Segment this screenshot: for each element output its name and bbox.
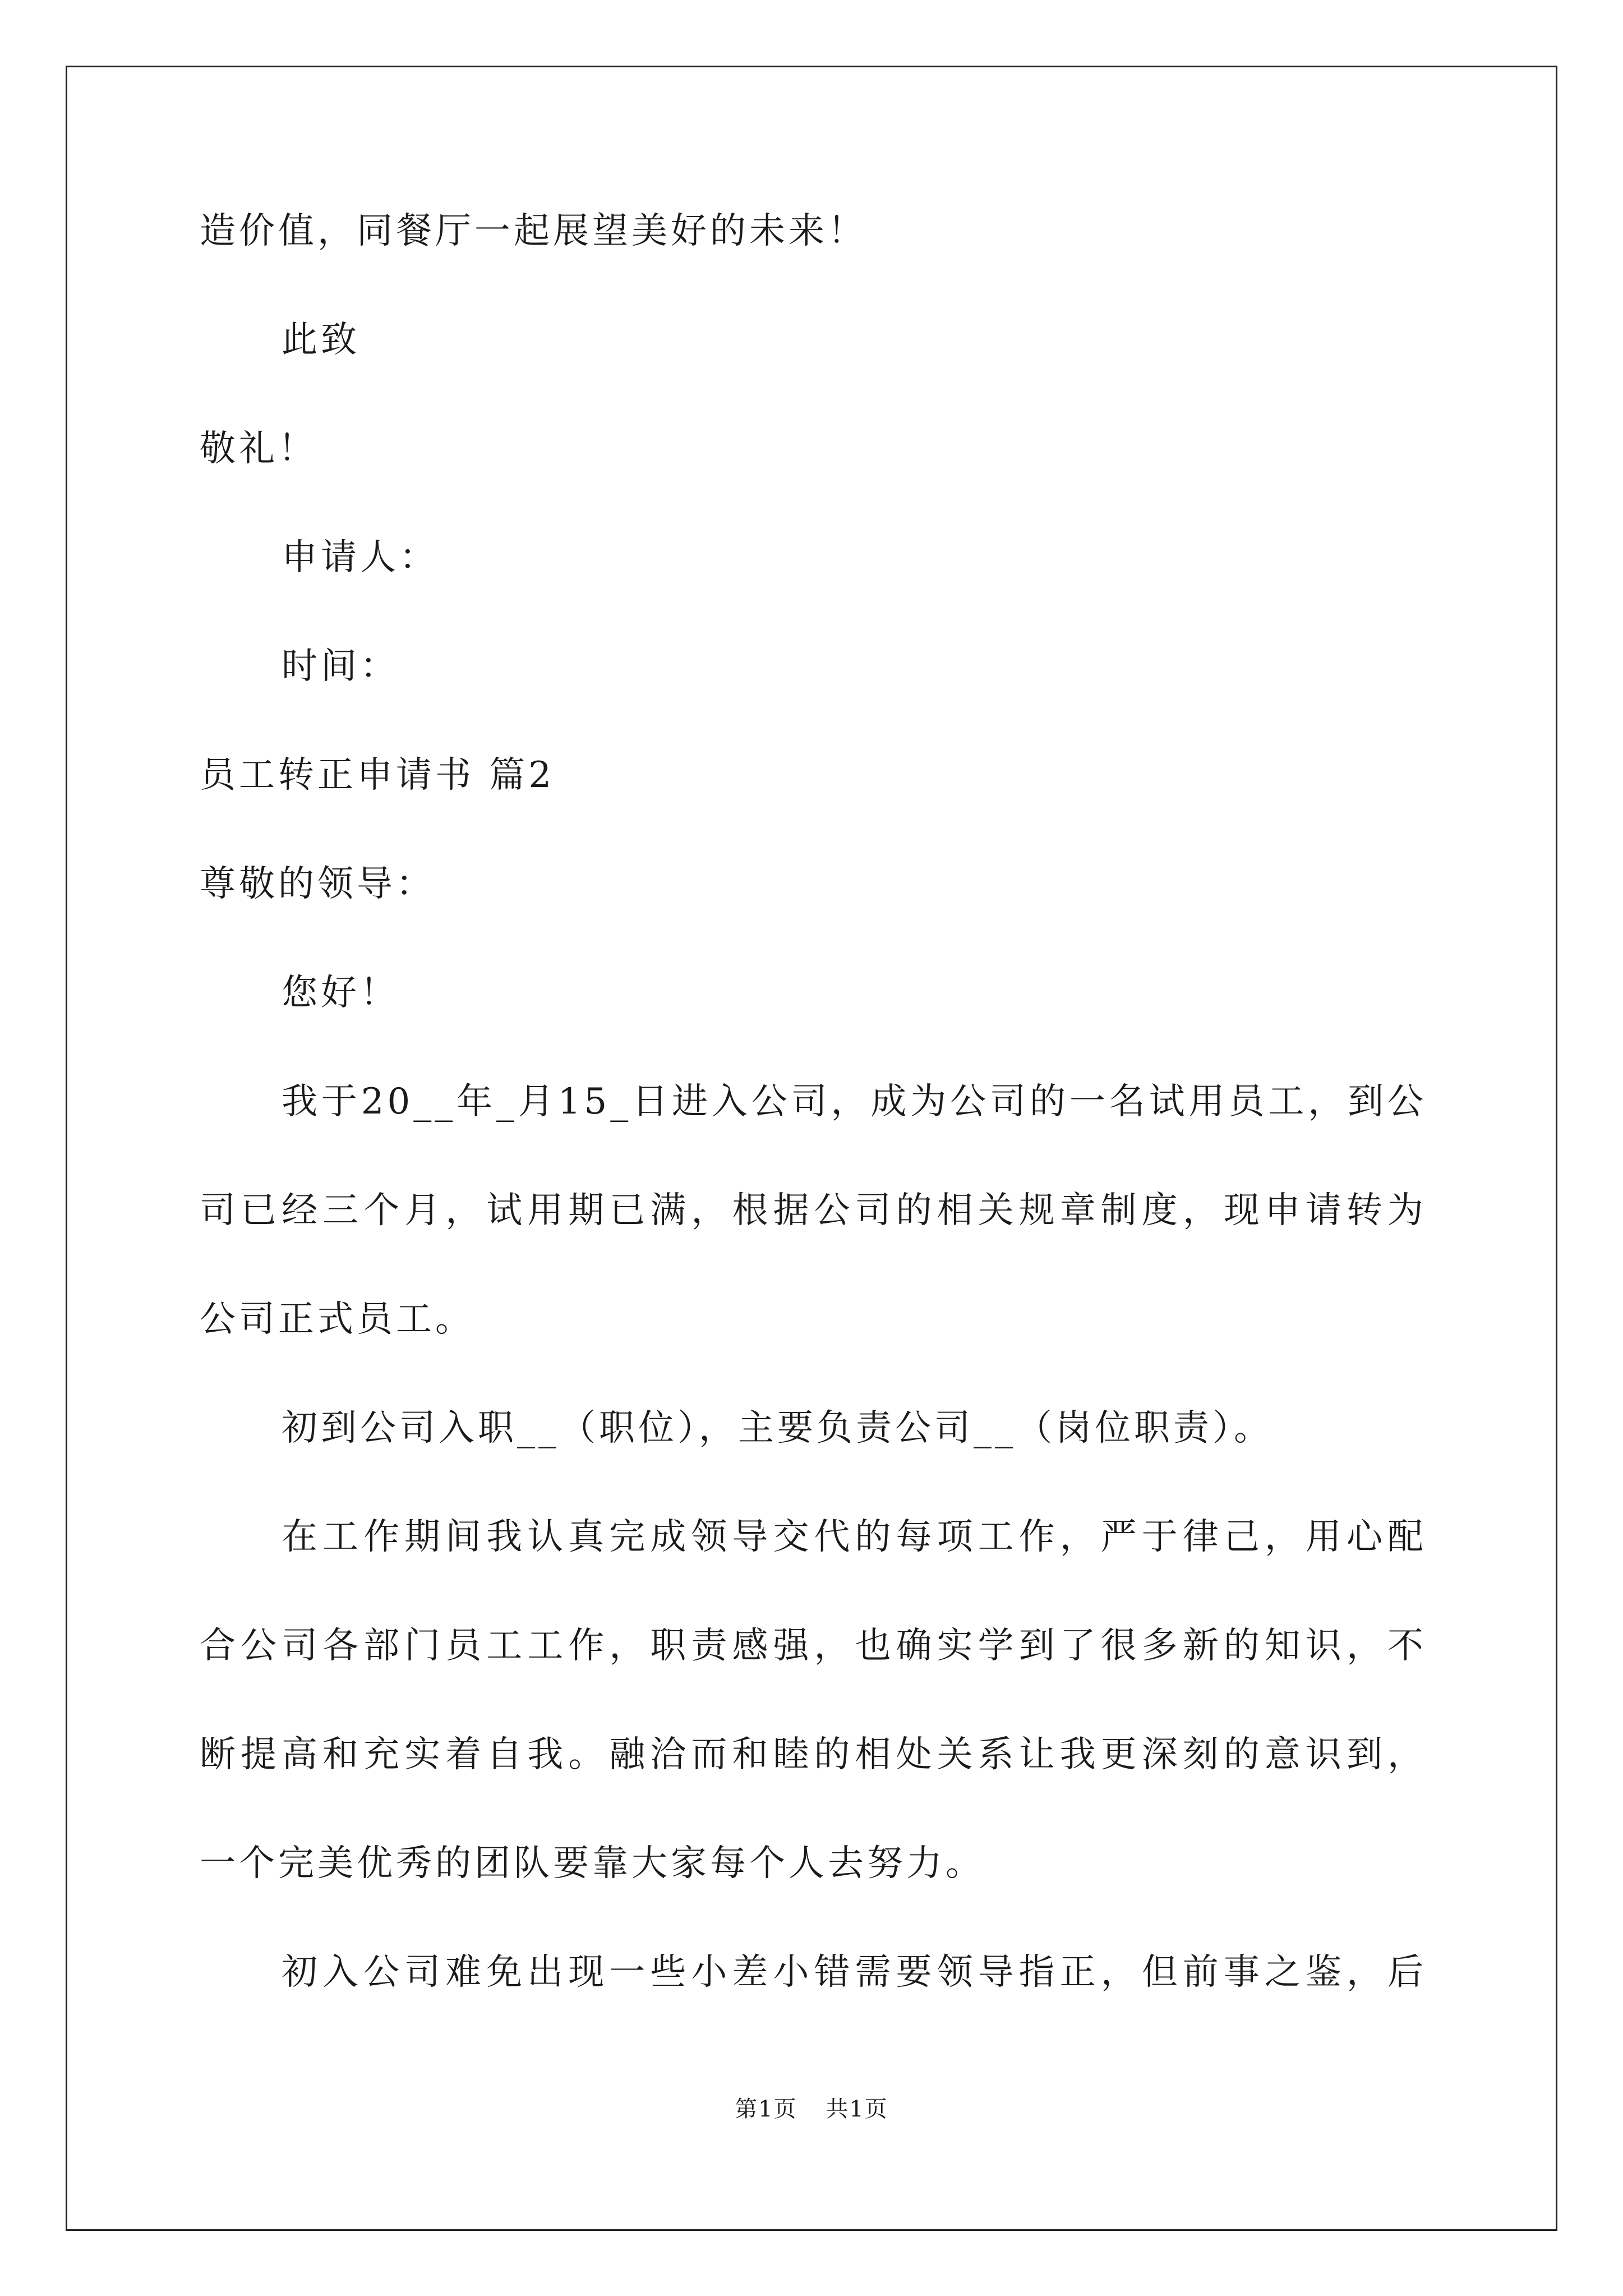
text-line-applicant: 申请人： <box>282 537 439 578</box>
section-heading: 员工转正申请书 篇2 <box>200 754 555 796</box>
text-line-jing-li: 敬礼！ <box>200 428 317 470</box>
page-border <box>66 66 1557 2231</box>
paragraph-1-line-3: 公司正式员工。 <box>200 1299 474 1340</box>
page-number-total: 共1页 <box>826 2096 888 2122</box>
page-number-current: 第1页 <box>735 2096 797 2122</box>
paragraph-4-line-1: 初入公司难免出现一些小差小错需要领导指正，但前事之鉴，后 <box>282 1952 1427 1993</box>
paragraph-3-line-1: 在工作期间我认真完成领导交代的每项工作，严于律己，用心配 <box>282 1516 1427 1558</box>
text-line-hello: 您好！ <box>282 972 399 1014</box>
text-line-date: 时间： <box>282 646 399 687</box>
paragraph-1-line-1: 我于20__年_月15_日进入公司，成为公司的一名试用员工，到公 <box>282 1081 1427 1122</box>
text-line-closing-sentence: 造价值，同餐厅一起展望美好的未来！ <box>200 210 867 252</box>
paragraph-2-line-1: 初到公司入职__（职位），主要负责公司__（岗位职责）。 <box>282 1407 1273 1449</box>
paragraph-3-line-3: 断提高和充实着自我。融洽而和睦的相处关系让我更深刻的意识到， <box>200 1734 1427 1775</box>
paragraph-1-line-2: 司已经三个月，试用期已满，根据公司的相关规章制度，现申请转为 <box>200 1190 1427 1231</box>
text-line-salutation-ci-zhi: 此致 <box>282 319 360 361</box>
paragraph-3-line-4: 一个完美优秀的团队要靠大家每个人去努力。 <box>200 1843 985 1884</box>
paragraph-3-line-2: 合公司各部门员工工作，职责感强，也确实学到了很多新的知识，不 <box>200 1625 1427 1667</box>
text-line-greeting-recipient: 尊敬的领导： <box>200 863 435 905</box>
page-footer <box>0 2095 1623 2123</box>
